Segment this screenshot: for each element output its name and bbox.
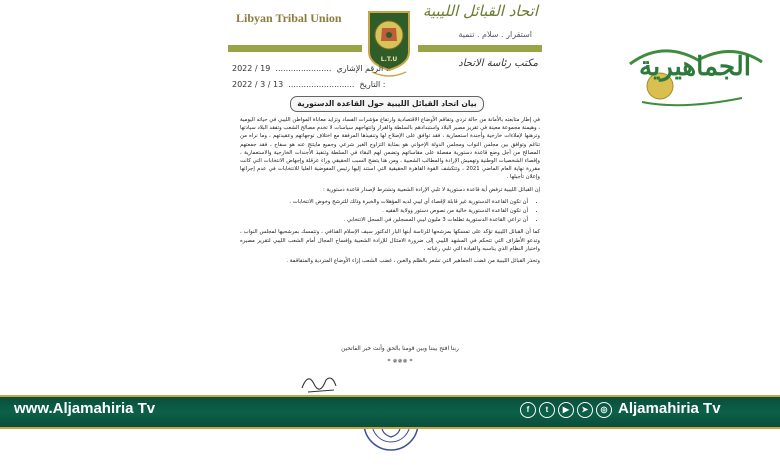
- telegram-icon[interactable]: ➤: [577, 402, 593, 418]
- date-label: التاريخ :: [359, 80, 386, 89]
- letterhead-bar-left: [228, 45, 362, 52]
- broadcast-bar-border-top: [0, 395, 780, 397]
- reference-value: 2022 / 19: [232, 64, 271, 73]
- paragraph: في إطار متابعته بالأمانة من حالة تردي وتفاقم الأوضاع الاقتصادية وارتفاع مؤشرات الفساد وتزايد معاناة المواطن الليبي في حياته اليومية ، وهيمنة مجموعة معينة في تقرير مصير البلاد واستبدادهم بالسلطة والقرار وانتهاجهم سياسات لا تخدم مصالح الشعب وتفقد البلاد سيادتها وترهنها لإملاءات خارجية وأجندة استعمارية ، فقد توافق على الإصلاح لها وتنفيذها المرفقة مع اختلاف توجهاتهم وعقيدتهم ، وما نراه من تناغم وتوافق بين مجلس النواب ومجلس الدولة الإخواني هو بمثابة التزاوج الغير شرعي وجميع مايتتج عنه هو سفاح ، فقد جمعتهم المصالح من أجل وضع قاعدة دستورية مفصلة على مقاساتهم وتضمن لهم البقاء في السلطة وتنفيذ الأجندات الخارجية والاستعمارية ، وإقصاء الشخصيات الوطنية وتهميش الإرادة والمطالب الشعبية ، ومن هنا يتضح السبب الحقيقي وراء عرقلة وإجهاض الانتخابات التي كانت مقررة نهاية العام الماضي 2021 ، وتتكشف القوة القاهرة الحقيقية التي استند إليها رئيس المفوضية العليا للانتخابات في عدم إجرائها وإعلان تأجيلها .: [240, 117, 540, 181]
- paragraph: إن القبائل الليبية ترفض أية قاعدة دستورية لا تلبي الإرادة الشعبية وتشترط لإصدار قاعدة دستورية :: [322, 186, 540, 193]
- list-item: • أن تكون القاعدة الدستورية غير قابلة لإقصاء أي ليبي لديه المؤهلات والخبرة وذلك للترشح وخوض الانتخابات .: [240, 198, 528, 206]
- youtube-icon[interactable]: ▶: [558, 402, 574, 418]
- org-name-english: Libyan Tribal Union: [236, 11, 342, 25]
- website-right: Aljamahiria Tv: [618, 400, 721, 417]
- paragraph: وتحذر القبائل الليبية من غضب الجماهير التي تشعر بالظلم والغبن ، غضب الشعب إزاء الأوضاع المتردية والمتفاقمة .: [286, 258, 540, 265]
- conditions-list: [240, 198, 540, 225]
- closing-mark: * ✵✵✵ *: [387, 358, 413, 365]
- twitter-icon[interactable]: t: [539, 402, 555, 418]
- social-icons: [520, 402, 612, 418]
- channel-logo-text: الجماهيرية: [639, 52, 751, 82]
- emblem-initials: L.T.U: [380, 56, 398, 63]
- website-left: www.Aljamahiria Tv: [14, 400, 156, 417]
- org-name-arabic: اتحاد القبائل الليبية: [422, 2, 538, 20]
- reference-row: 2022 / 19 ...................... الرقم الإشاري :: [232, 64, 389, 73]
- document-body: [240, 116, 540, 269]
- letterhead-bar-right: [418, 45, 542, 52]
- signature-icon: [298, 368, 342, 396]
- paragraph: كما أن القبائل الليبية تؤكد على تمسكها بمرشحها للرئاسة أبنها البار الدكتور سيف الإسلام القذافي ، وتتمسك بمرشحيها لمجلس النواب ، وتدعو الأطراف التي تتحكم في المشهد الليبي إلى ضرورة الامتثال للإرادة الشعبية وإفساح المجال أمام الشعب الليبي لتقرير مصيره واختيار النظام الذي يناسبه والقيادة التي تلبي رغباته .: [240, 229, 540, 252]
- date-value: 2022 / 3 / 13: [232, 80, 284, 89]
- list-item: • أن تراعي القاعدة الدستورية تطلعات 3 مليون ليبي المسجلين في السجل الانتخابي .: [240, 216, 528, 224]
- broadcast-bar-border-bottom: [0, 427, 780, 429]
- reference-label: الرقم الإشاري :: [336, 64, 389, 73]
- office-label: مكتب رئاسة الاتحاد: [458, 58, 538, 69]
- motto: استقرار . سلام . تنمية: [458, 30, 532, 39]
- date-row: 2022 / 3 / 13 .......................... التاريخ :: [232, 80, 386, 89]
- list-item: • أن تكون القاعدة الدستورية خالية من نصوص دستور وولاية الفقيه .: [240, 207, 528, 215]
- document-title: بيان اتحاد القبائل الليبية حول القاعدة الدستورية: [290, 96, 484, 112]
- facebook-icon[interactable]: f: [520, 402, 536, 418]
- closing-verse: ربنا افتح بيننا وبين قومنا بالحق وأنت خير الفاتحين: [341, 346, 459, 352]
- instagram-icon[interactable]: ◎: [596, 402, 612, 418]
